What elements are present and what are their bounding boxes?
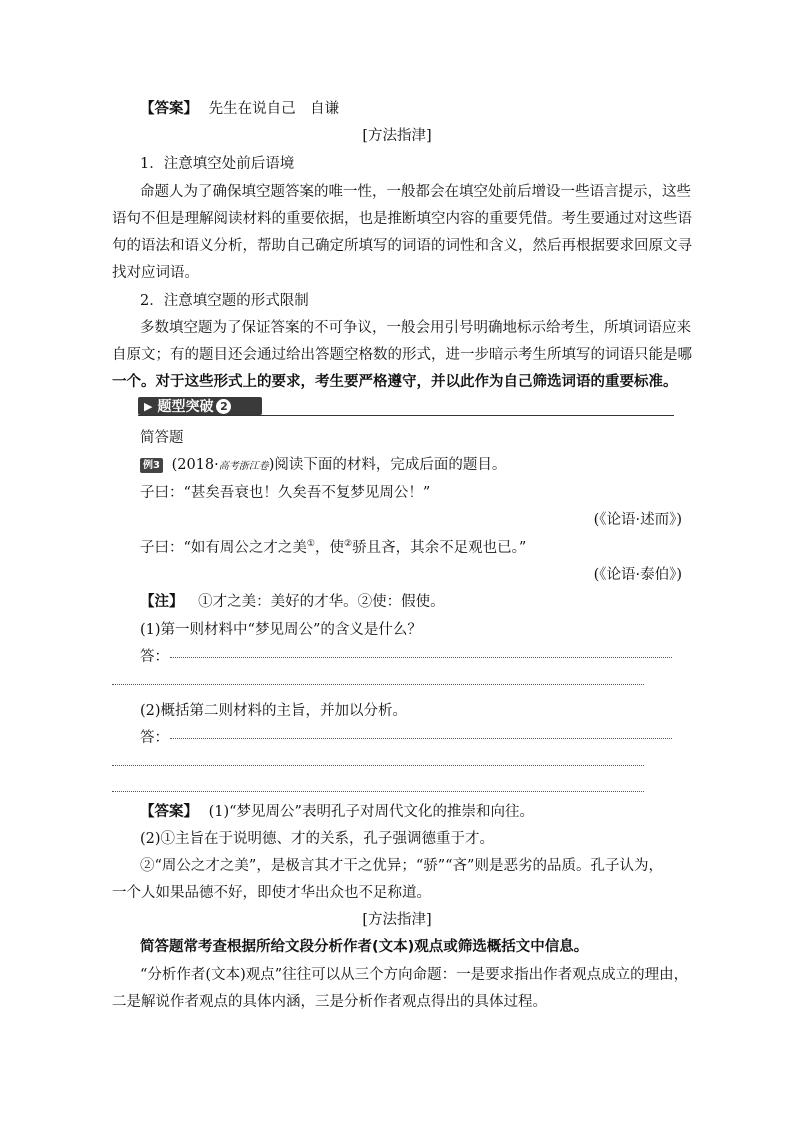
question-type: 简答题 (140, 430, 184, 446)
quote-2 (140, 536, 526, 557)
answer-line-text: 一个人如果品德不好，即使才华出众也不足称道。 (112, 885, 431, 901)
question-1: (1)第一则材料中“梦见周公”的含义是什么？ (140, 622, 422, 638)
section-banner (138, 397, 262, 415)
answer-line-text: (2)①主旨在于说明德、才的关系，孔子强调德重于才。 (140, 831, 495, 847)
quote-2-source: (《论语·泰伯》) (593, 567, 682, 583)
play-arrow-icon: ▶ (144, 399, 153, 413)
paragraph-line: 命题人为了确保填空题答案的唯一性，一般都会在填空处前后增设一些语言提示，这些 (140, 184, 691, 200)
quote-2-part: 子曰：“如有周公之才之美 (140, 540, 307, 556)
answer-label-1: 答： (140, 649, 169, 665)
quote-1: 子曰：“甚矣吾衰也！久矣吾不复梦见周公！” (140, 485, 431, 501)
answer-line (112, 791, 644, 792)
section-divider (138, 415, 674, 416)
example-prompt (140, 453, 506, 474)
answer-line (170, 738, 672, 739)
answer-line (170, 657, 672, 658)
example-source-close: ) (268, 457, 275, 473)
answer-line (112, 684, 644, 685)
method-2-line: 简答题常考查根据所给文段分析作者(文本)观点或筛选概括文中信息。 (140, 939, 589, 955)
example-badge: 例3 (140, 458, 163, 473)
answer-line-text: (1)“梦见周公”表明孔子对周代文化的推崇和向往。 (208, 804, 534, 820)
method-point-2-title: 2．注意填空题的形式限制 (140, 293, 309, 309)
answer-line-text: ②“周公之才之美”，是极言其才干之优异；“骄”“吝”则是恶劣的品质。孔子认为， (140, 858, 663, 874)
paragraph-line: 多数填空题为了保证答案的不可争议，一般会用引号明确地标示给考生，所填词语应来 (140, 320, 691, 336)
note (140, 590, 445, 611)
example-source: 高考浙江卷 (218, 461, 269, 472)
method-heading-2: [方法指津] (362, 912, 432, 928)
example-year: (2018· (171, 457, 219, 473)
paragraph-line: 语句不但是理解阅读材料的重要依据，也是推断填空内容的重要凭借。考生要通过对这些语 (112, 211, 692, 227)
answer-label-2: 答： (140, 730, 169, 746)
answer-line (112, 765, 644, 766)
example-instruction: 阅读下面的材料，完成后面的题目。 (274, 457, 507, 473)
section-label: 题型突破 (157, 399, 214, 415)
answer-2 (140, 800, 534, 821)
quote-2-part: 骄且吝，其余不足观也已。” (352, 540, 527, 556)
answer-tag: 【答案】 (140, 101, 198, 117)
method-2-line: “分析作者(文本)观点”往往可以从三个方向命题：一是要求指出作者观点成立的理由， (140, 967, 689, 983)
paragraph-line-emphasis: 一个。对于这些形式上的要求，考生要严格遵守，并以此作为自己筛选词语的重要标准。 (112, 374, 678, 390)
method-2-line: 二是解说作者观点的具体内涵，三是分析作者观点得出的具体过程。 (112, 994, 547, 1010)
footnote-mark: ② (344, 539, 353, 550)
paragraph-line: 找对应词语。 (112, 265, 199, 281)
footnote-mark: ① (306, 539, 315, 550)
note-text: ①才之美：美好的才华。②使：假使。 (198, 594, 445, 610)
quote-1-source: (《论语·述而》) (593, 512, 682, 528)
note-tag: 【注】 (140, 594, 184, 610)
method-point-1-title: 1．注意填空处前后语境 (140, 156, 295, 172)
quote-2-part: ，使 (315, 540, 344, 556)
answer-1 (140, 97, 339, 118)
question-2: (2)概括第二则材料的主旨，并加以分析。 (140, 703, 408, 719)
answer-tag: 【答案】 (140, 804, 198, 820)
paragraph-line: 句的语法和语义分析，帮助自己确定所填写的词语的词性和含义，然后再根据要求回原文寻 (112, 238, 692, 254)
method-heading-1: [方法指津] (362, 128, 432, 144)
answer-text: 先生在说自己 自谦 (208, 101, 340, 117)
paragraph-line: 自原文；有的题目还会通过给出答题空格数的形式，进一步暗示考生所填写的词语只能是哪 (112, 347, 692, 363)
section-number-badge: 2 (216, 399, 231, 414)
